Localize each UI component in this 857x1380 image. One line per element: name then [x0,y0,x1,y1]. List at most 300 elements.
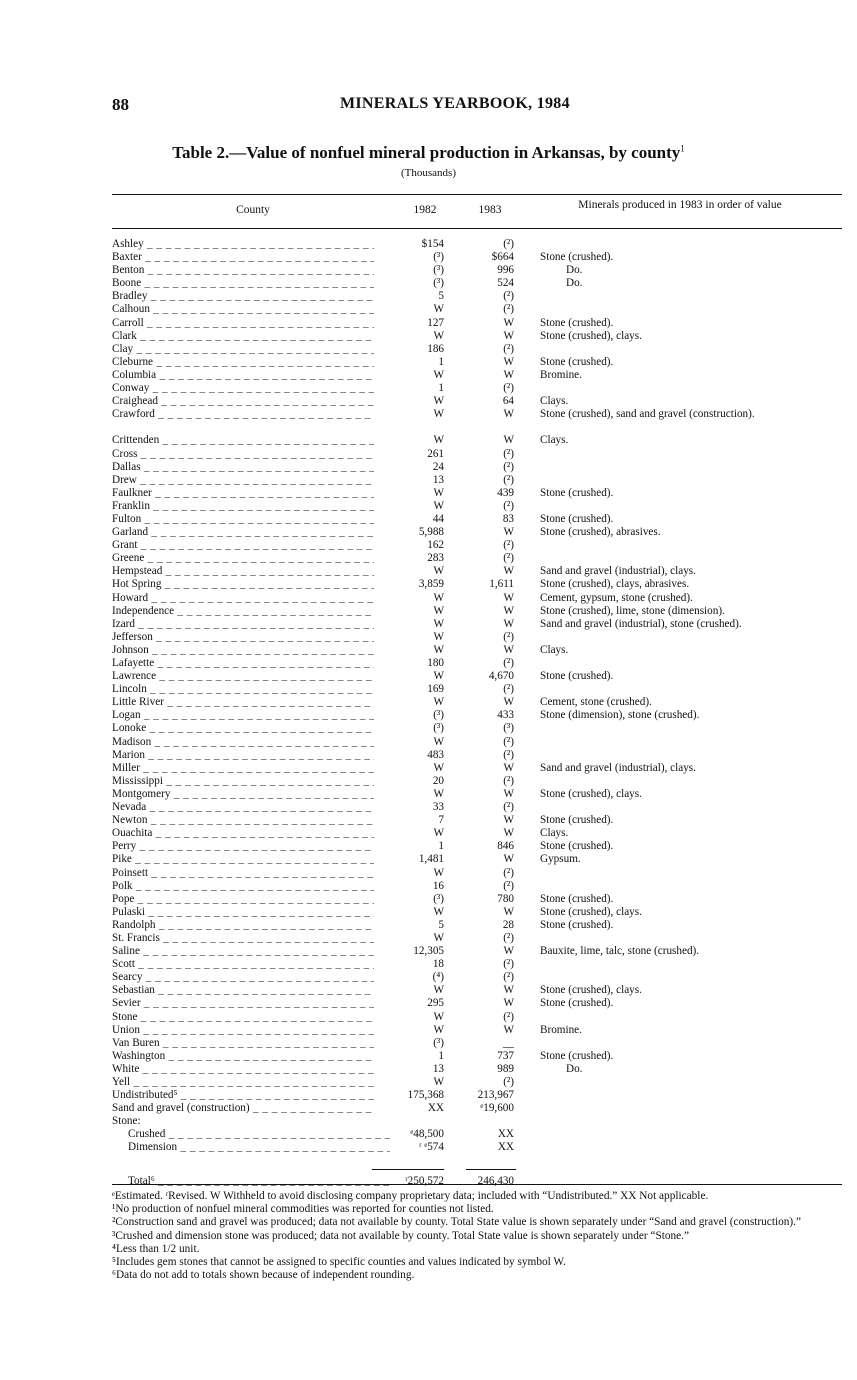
header-top-rule [112,194,842,195]
value-1982: 5 [438,918,444,931]
value-1982: 169 [427,683,444,696]
value-1983: 83 [502,512,514,525]
minerals-produced: Stone (crushed). [540,997,614,1010]
county-name: Conway _ _ _ [112,382,374,395]
value-1983: W [503,827,514,840]
value-1982: W [433,984,444,997]
value-1982: ᵉ48,500 [410,1128,444,1141]
value-1982: (³) [433,709,444,722]
value-1982: W [433,787,444,800]
table-row [0,853,857,866]
table-row [0,1037,857,1050]
table-row [0,644,857,657]
county-name: Scott _ _ _ [112,958,374,971]
header-county: County [236,204,270,216]
county-name: Pike _ _ _ [112,853,374,866]
table-row [0,526,857,539]
minerals-produced: Clays. [540,434,569,447]
minerals-produced: Stone (crushed). [540,355,614,368]
value-1983: 4,670 [488,670,514,683]
value-1983: (²) [503,958,514,971]
table-row [0,539,857,552]
county-name: Randolph _ _ _ [112,919,374,932]
table-row [0,277,857,290]
value-1982: W [433,1076,444,1088]
value-1982: W [433,408,444,421]
county-name: Washington _ _ _ [112,1050,374,1063]
county-name: Crawford _ _ _ [112,408,374,421]
county-name: Searcy _ _ _ [112,971,374,984]
table-row [0,330,857,343]
value-1982: W [433,630,444,643]
minerals-produced: Stone (crushed). [540,1049,614,1062]
value-1983: (²) [503,735,514,748]
county-name: Izard _ _ _ [112,618,374,631]
county-name: Montgomery _ _ _ [112,788,374,801]
table-row [0,448,857,461]
header-1982: 1982 [413,204,437,216]
county-name: Lincoln _ _ _ [112,683,374,696]
value-1982: ʳ ᵉ574 [419,1141,444,1154]
table-row [0,722,857,735]
value-1982: W [433,931,444,944]
county-name: Johnson _ _ _ [112,644,374,657]
value-1983: XX [497,1141,514,1154]
minerals-produced: Stone (crushed), clays, abrasives. [540,578,690,591]
county-name: Jefferson _ _ _ [112,631,374,644]
county-name: Perry _ _ _ [112,840,374,853]
county-name: Sand and gravel (construction) _ _ _ [112,1102,374,1115]
footnote: ⁶Data do not add to totals shown because of independent rounding. [112,1269,415,1282]
value-1982: 1 [438,355,444,368]
value-1983: (²) [503,447,514,460]
value-1982: 162 [427,539,444,552]
table-title-text: Table 2.—Value of nonfuel mineral production in Arkansas, by county [172,143,681,162]
value-1983: (²) [503,303,514,316]
value-1982: (³) [433,251,444,264]
county-name: Nevada _ _ _ [112,801,374,814]
county-name: Union _ _ _ [112,1024,374,1037]
minerals-produced: Sand and gravel (industrial), clays. [540,565,696,578]
county-name: Howard _ _ _ [112,592,374,605]
county-name: Poinsett _ _ _ [112,867,374,880]
value-1983: ᵉ19,600 [480,1102,514,1115]
value-1982: (³) [433,1036,444,1049]
table-row [0,788,857,801]
county-name: Little River _ _ _ [112,696,374,709]
table-row [0,801,857,814]
value-1982: 1,481 [418,853,444,866]
value-1983: (²) [503,683,514,696]
value-1982: (³) [433,277,444,290]
minerals-produced: Stone (crushed), lime, stone (dimension). [540,604,725,617]
value-1983: W [503,814,514,827]
table-row [0,880,857,893]
value-1982: (³) [433,892,444,905]
value-1982: 127 [427,316,444,329]
county-name: White _ _ _ [112,1063,374,1076]
table-row [0,434,857,447]
total-label: Total⁶ _ _ _ [128,1175,390,1188]
value-1982: W [433,696,444,709]
value-1982: W [433,604,444,617]
county-name: Drew _ _ _ [112,474,374,487]
value-1983: (²) [503,879,514,892]
table-row [0,1063,857,1076]
table-bottom-rule [112,1184,842,1185]
county-name: Undistributed⁵ _ _ _ [112,1089,374,1102]
value-1982: 283 [427,552,444,565]
header-bottom-rule [112,228,842,229]
county-name: Lonoke _ _ _ [112,722,374,735]
value-1982: XX [427,1102,444,1115]
county-name: Stone _ _ _ [112,1011,374,1024]
value-1982: 5 [438,290,444,303]
table-row [0,1128,857,1141]
value-1983: 213,967 [477,1089,514,1102]
table-row [0,1115,857,1128]
value-1983: W [503,696,514,709]
value-1982: W [433,591,444,604]
value-1982: (³) [433,264,444,277]
table-row [0,343,857,356]
minerals-produced: Stone (crushed). [540,512,614,525]
table-row [0,657,857,670]
county-name: Miller _ _ _ [112,762,374,775]
county-name: Clark _ _ _ [112,330,374,343]
value-1982: 7 [438,814,444,827]
minerals-produced: Gypsum. [540,853,581,866]
table-row [0,932,857,945]
county-name: Dallas _ _ _ [112,461,374,474]
value-1983: W [503,617,514,630]
table-row [0,814,857,827]
value-1983: W [503,1023,514,1036]
county-name: Franklin _ _ _ [112,500,374,513]
table-row [0,251,857,264]
value-1982: W [433,368,444,381]
value-1983: (²) [503,290,514,303]
value-1982: 180 [427,657,444,669]
table-row [0,827,857,840]
value-1983: W [503,591,514,604]
value-1983: (²) [503,801,514,814]
table-row [0,945,857,958]
value-1983: (²) [503,499,514,512]
value-1982: W [433,486,444,499]
value-1982: (³) [433,722,444,735]
value-1983: W [503,526,514,539]
minerals-produced: Stone (crushed). [540,892,614,905]
total-rule-1983 [466,1169,516,1170]
table-row [0,867,857,880]
footnotes [112,1190,812,1282]
footnote: ⁵Includes gem stones that cannot be assigned to specific counties and values indicated by symbol W. [112,1256,566,1269]
table-row [0,749,857,762]
table-row [0,631,857,644]
table-row [0,997,857,1010]
value-1983: (²) [503,539,514,552]
value-1982: W [433,643,444,656]
value-1982: (⁴) [432,971,444,984]
value-1983: W [503,408,514,421]
value-1982: W [433,434,444,447]
county-name: Logan _ _ _ [112,709,374,722]
county-name: Sevier _ _ _ [112,997,374,1010]
value-1983: W [503,787,514,800]
table-row [0,303,857,316]
table-row [0,408,857,434]
minerals-produced: Stone (crushed), sand and gravel (construction). [540,408,755,421]
county-name: Newton _ _ _ [112,814,374,827]
value-1983: __ [502,1036,514,1049]
minerals-produced: Cement, stone (crushed). [540,696,652,709]
value-1983: (²) [503,630,514,643]
value-1982: 1 [438,840,444,853]
minerals-produced: Stone (crushed). [540,670,614,683]
value-1982: 3,859 [418,578,444,591]
minerals-produced: Stone (crushed). [540,918,614,931]
county-name: Clay _ _ _ [112,343,374,356]
county-name: Benton _ _ _ [112,264,374,277]
county-name: Garland _ _ _ [112,526,374,539]
table-row [0,592,857,605]
county-name: Crittenden _ _ _ [112,434,374,447]
table-row [0,683,857,696]
minerals-produced: Cement, gypsum, stone (crushed). [540,591,693,604]
value-1983: W [503,984,514,997]
minerals-produced: Bauxite, lime, talc, stone (crushed). [540,945,700,958]
table-row [0,487,857,500]
table-row [0,893,857,906]
value-1982: 483 [427,748,444,761]
table-row [0,919,857,932]
value-1983: 996 [497,264,514,277]
county-name: Baxter _ _ _ [112,251,374,264]
total-rule-1982 [372,1169,444,1170]
value-1982: W [433,329,444,342]
minerals-produced: Stone (crushed), clays. [540,984,642,997]
table-row [0,1076,857,1089]
county-name: Pulaski _ _ _ [112,906,374,919]
value-1982: 295 [427,997,444,1010]
value-1983: 1,611 [489,578,514,591]
value-1982: 16 [432,879,444,892]
table-subtitle: (Thousands) [401,167,456,179]
table-row [0,382,857,395]
value-1983: 989 [497,1062,514,1075]
county-name: Saline _ _ _ [112,945,374,958]
table-row [0,552,857,565]
value-1982: W [433,565,444,578]
table-row [0,971,857,984]
footnote: ³Crushed and dimension stone was produced; data not available by county. Total State value is shown separately under “Stone.” [112,1229,690,1242]
value-1983: W [503,945,514,958]
minerals-produced: Do. [566,1062,583,1075]
total-row [0,1175,857,1188]
table-row [0,290,857,303]
value-1982: W [433,827,444,840]
county-name: Fulton _ _ _ [112,513,374,526]
value-1983: W [503,355,514,368]
county-name: Hot Spring _ _ _ [112,578,374,591]
table-row [0,578,857,591]
table-row [0,618,857,631]
value-1982: 44 [432,512,444,525]
table-row [0,474,857,487]
value-1982: W [433,735,444,748]
footnote: ᵉEstimated. ʳRevised. W Withheld to avoid disclosing company proprietary data; included with “Undistributed.” XX Not applicable. [112,1190,709,1202]
value-1983: 846 [497,840,514,853]
value-1982: 5,988 [418,526,444,539]
table-row [0,670,857,683]
header-minerals: Minerals produced in 1983 in order of value [578,199,782,211]
county-name: Cleburne _ _ _ [112,356,374,369]
value-1982: 13 [432,1062,444,1075]
value-1983: (²) [503,1010,514,1023]
table-row [0,1050,857,1063]
county-name: Crushed _ _ _ [128,1128,390,1141]
table-row [0,709,857,722]
value-1983: XX [497,1128,514,1141]
table-row [0,395,857,408]
value-1982: W [433,761,444,774]
county-name: Lawrence _ _ _ [112,670,374,683]
value-1983: W [503,643,514,656]
county-name: Boone _ _ _ [112,277,374,290]
county-name: Carroll _ _ _ [112,317,374,330]
table-row [0,775,857,788]
minerals-produced: Sand and gravel (industrial), stone (crushed). [540,617,742,630]
value-1983: 737 [497,1049,514,1062]
minerals-produced: Do. [566,264,583,277]
minerals-produced: Clays. [540,395,569,408]
county-name: Mississippi _ _ _ [112,775,374,788]
county-name: Polk _ _ _ [112,880,374,893]
table-row [0,840,857,853]
value-1983: W [503,565,514,578]
table-row [0,762,857,775]
value-1982: W [433,617,444,630]
table-row [0,238,857,251]
county-name: Greene _ _ _ [112,552,374,565]
value-1983: W [503,853,514,866]
value-1983: W [503,905,514,918]
table-title [0,143,857,163]
county-name: Independence _ _ _ [112,605,374,618]
county-name: Madison _ _ _ [112,736,374,749]
minerals-produced: Sand and gravel (industrial), clays. [540,761,696,774]
county-name: Grant _ _ _ [112,539,374,552]
value-1982: 175,368 [407,1089,444,1102]
minerals-produced: Bromine. [540,368,582,381]
value-1982: $154 [421,238,444,250]
value-1982: W [433,303,444,316]
county-name: Ouachita _ _ _ [112,827,374,840]
total-1982: ʳ250,572 [405,1174,444,1187]
minerals-produced: Stone (crushed). [540,316,614,329]
value-1982: W [433,1023,444,1036]
value-1983: (²) [503,657,514,669]
value-1983: 433 [497,709,514,722]
value-1983: 28 [502,918,514,931]
value-1982: W [433,395,444,408]
value-1983: W [503,368,514,381]
value-1983: (²) [503,748,514,761]
value-1983: W [503,604,514,617]
table-row [0,984,857,997]
minerals-produced: Stone (dimension), stone (crushed). [540,709,700,722]
county-name: Yell _ _ _ [112,1076,374,1089]
minerals-produced: Stone (crushed). [540,486,614,499]
county-name: St. Francis _ _ _ [112,932,374,945]
value-1983: W [503,434,514,447]
value-1983: (²) [503,931,514,944]
minerals-produced: Stone (crushed). [540,840,614,853]
county-name: Pope _ _ _ [112,893,374,906]
value-1983: (²) [503,382,514,395]
county-name: Bradley _ _ _ [112,290,374,303]
minerals-produced: Stone (crushed), abrasives. [540,526,661,539]
value-1982: W [433,499,444,512]
minerals-produced: Clays. [540,827,569,840]
minerals-produced: Stone (crushed), clays. [540,787,642,800]
table-row [0,317,857,330]
value-1983: (²) [503,971,514,984]
value-1982: 261 [427,447,444,460]
value-1982: 12,305 [413,945,444,958]
value-1982: W [433,866,444,879]
value-1982: 18 [432,958,444,971]
table-row [0,958,857,971]
value-1983: (²) [503,473,514,486]
minerals-produced: Clays. [540,643,569,656]
county-name: Van Buren _ _ _ [112,1037,374,1050]
value-1983: W [503,316,514,329]
value-1983: 64 [502,395,514,408]
table-row [0,1011,857,1024]
value-1983: (²) [503,460,514,473]
value-1982: W [433,905,444,918]
minerals-produced: Stone (crushed), clays. [540,329,642,342]
value-1983: W [503,329,514,342]
table-row [0,513,857,526]
table-row [0,906,857,919]
value-1983: 439 [497,486,514,499]
county-name: Stone: [112,1115,141,1128]
value-1983: $664 [491,251,514,264]
table-row [0,736,857,749]
page-number: 88 [112,95,129,114]
county-name: Sebastian _ _ _ [112,984,374,997]
table-row [0,565,857,578]
value-1983: 524 [497,277,514,290]
value-1982: 20 [432,774,444,787]
table-row [0,356,857,369]
county-name: Cross _ _ _ [112,448,374,461]
table-row [0,369,857,382]
footnote: ⁴Less than 1/2 unit. [112,1242,200,1255]
value-1983: 780 [497,892,514,905]
county-name: Columbia _ _ _ [112,369,374,382]
value-1982: 24 [432,460,444,473]
value-1982: 1 [438,1049,444,1062]
value-1983: (³) [503,722,514,735]
minerals-produced: Bromine. [540,1023,582,1036]
county-name: Marion _ _ _ [112,749,374,762]
value-1982: W [433,670,444,683]
value-1982: 13 [432,473,444,486]
